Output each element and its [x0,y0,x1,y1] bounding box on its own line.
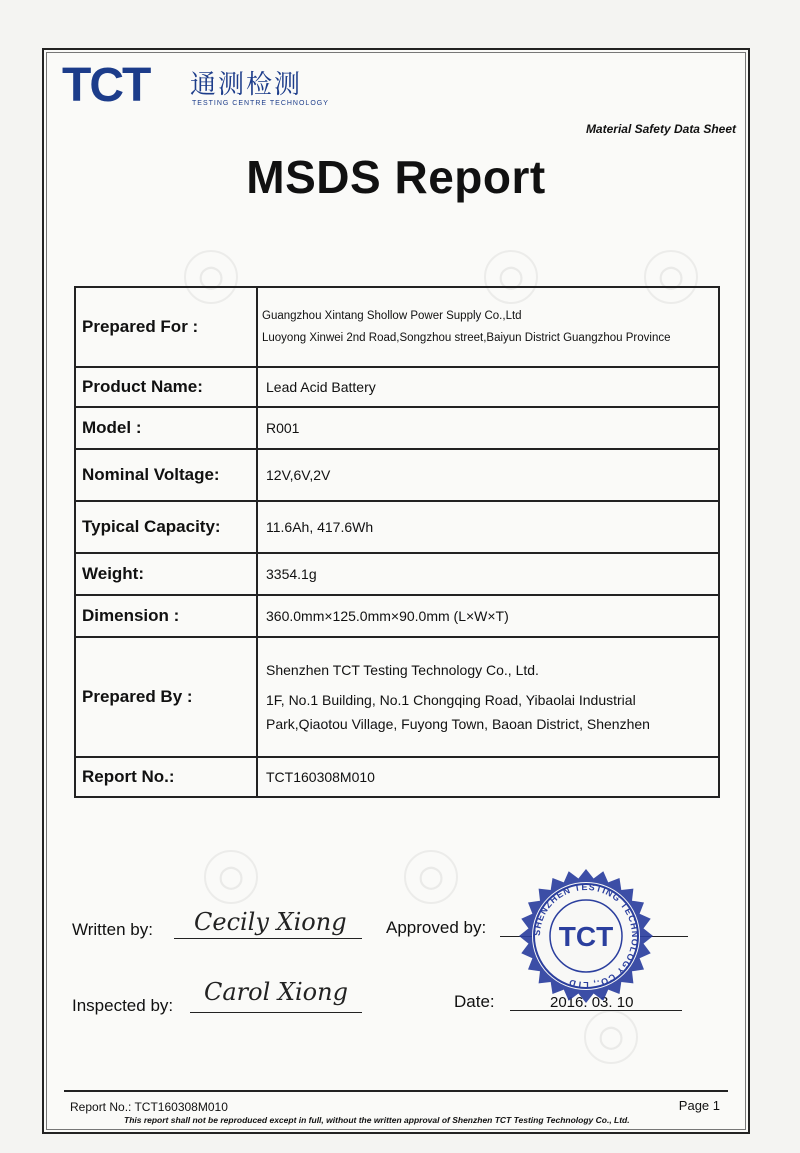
footer-rule [64,1090,728,1092]
inspected-by-line [190,1012,362,1013]
info-row [75,637,719,757]
info-row [75,287,719,367]
info-value-line: 360.0mm×125.0mm×90.0mm (L×W×T) [266,608,509,624]
watermark-icon: ◯ [484,250,538,304]
info-row [75,449,719,501]
written-by-line [174,938,362,939]
info-row-label: Product Name: [75,367,257,407]
info-row [75,757,719,797]
watermark-icon: ◯ [204,850,258,904]
date-label: Date: [454,992,495,1011]
written-by-signature: Cecily Xiong [194,908,347,936]
approved-by-label: Approved by: [386,918,487,937]
inspected-by-label: Inspected by: [72,996,174,1015]
info-row [75,553,719,595]
inspected-by-signature: Carol Xiong [204,978,348,1006]
report-page [42,48,750,1134]
logo-subtitle: TESTING CENTRE TECHNOLOGY [192,100,329,107]
info-row-label: Dimension : [75,595,257,637]
info-row-label: Nominal Voltage: [75,449,257,501]
info-value-line: 12V,6V,2V [266,467,331,483]
svg-text:SHENZHEN TESTING TECHNOLOGY CO: SHENZHEN TESTING TECHNOLOGY CO., LTD [531,881,641,991]
logo-chinese-name: 通测检测 [190,70,303,100]
info-value-line: Lead Acid Battery [266,379,376,395]
info-row-value [257,595,719,637]
company-seal-stamp [518,868,654,1004]
info-row-label: Prepared For : [75,287,257,367]
watermark-icon: ◯ [184,250,238,304]
info-row-value [257,553,719,595]
svg-text:TCT: TCT [558,921,614,952]
info-value-line: TCT160308M010 [266,769,375,785]
footer-page-number: Page 1 [678,1098,720,1113]
watermark-icon: ◯ [584,1010,638,1064]
info-value-line: Luoyong Xinwei 2nd Road,Songzhou street,Baiyun District Guangzhou Province [262,332,671,344]
info-row [75,407,719,449]
info-value-line: 3354.1g [266,566,317,582]
info-row-value [257,407,719,449]
info-row-value [257,501,719,553]
logo-letters: TCT [62,59,150,112]
watermark-icon: ◯ [644,250,698,304]
info-row-value [257,287,719,367]
page-title: MSDS Report [246,151,546,203]
document-type: Material Safety Data Sheet [585,122,736,136]
info-row-value [257,449,719,501]
info-row-label: Typical Capacity: [75,501,257,553]
info-row [75,595,719,637]
info-value-line: R001 [266,420,300,436]
info-value-line: 1F, No.1 Building, No.1 Chongqing Road, Yibaolai Industrial Park,Qiaotou Village, Fuyong Town, Baoan District, Shenzhen [266,692,650,732]
info-row [75,367,719,407]
info-row [75,501,719,553]
info-row-label: Weight: [75,553,257,595]
info-row-label: Prepared By : [75,637,257,757]
info-row-value [257,367,719,407]
info-value-line: Shenzhen TCT Testing Technology Co., Ltd. [266,662,539,678]
info-value-line: Guangzhou Xintang Shollow Power Supply Co.,Ltd [262,310,522,322]
watermark-icon: ◯ [404,850,458,904]
footer-report-number: Report No.: TCT160308M010 [70,1100,228,1114]
info-row-label: Report No.: [75,757,257,797]
info-value-line: 11.6Ah, 417.6Wh [266,519,374,535]
info-row-value [257,757,719,797]
info-row-value [257,637,719,757]
info-row-label: Model : [75,407,257,449]
written-by-label: Written by: [72,920,153,939]
date-value: 2016. 03. 10 [550,994,634,1011]
report-info-table [74,286,720,798]
footer-disclaimer: This report shall not be reproduced except in full, without the written approval of Shenzhen TCT Testing Technology Co., Ltd. [124,1115,630,1125]
